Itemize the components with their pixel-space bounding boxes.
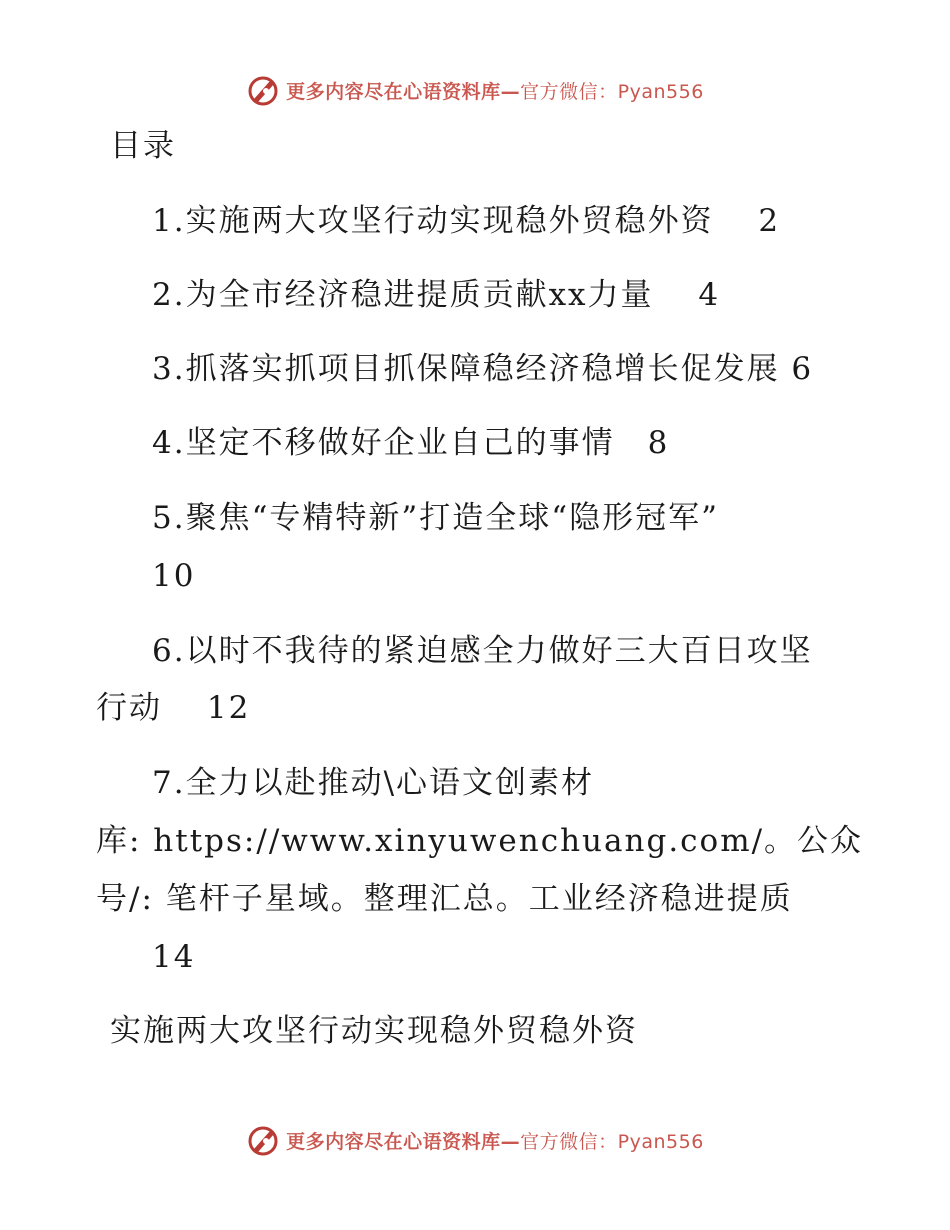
toc-item-6[interactable]: 6.以时不我待的紧迫感全力做好三大百日攻坚 xyxy=(152,633,813,669)
toc-item-7-cont-2[interactable]: 号/: 笔杆子星域。整理汇总。工业经济稳进提质 xyxy=(96,881,793,917)
toc-title: 目录 xyxy=(110,128,176,164)
toc-item-4[interactable]: 4.坚定不移做好企业自己的事情 8 xyxy=(152,425,670,461)
toc-item-5[interactable]: 5.聚焦“专精特新”打造全球“隐形冠军” xyxy=(152,500,719,536)
banner-text: 更多内容尽在心语资料库—官方微信：Pyan556 xyxy=(286,1130,704,1153)
pen-logo-icon xyxy=(246,1123,280,1157)
section-heading: 实施两大攻坚行动实现稳外贸稳外资 xyxy=(110,1013,638,1049)
toc-item-6-cont[interactable]: 行动 12 xyxy=(96,690,251,726)
footer-banner xyxy=(0,1120,950,1160)
toc-item-3[interactable]: 3.抓落实抓项目抓保障稳经济稳增长促发展 6 xyxy=(152,351,814,387)
toc-item-5-page[interactable]: 10 xyxy=(152,558,196,594)
header-banner xyxy=(0,70,950,110)
toc-item-2[interactable]: 2.为全市经济稳进提质贡献xx力量 4 xyxy=(152,277,721,313)
toc-item-7-cont-1[interactable]: 库: https://www.xinyuwenchuang.com/。公众 xyxy=(96,823,864,859)
toc-item-1[interactable]: 1.实施两大攻坚行动实现稳外贸稳外资 2 xyxy=(152,203,781,239)
banner-text: 更多内容尽在心语资料库—官方微信：Pyan556 xyxy=(286,80,704,103)
pen-logo-icon xyxy=(246,73,280,107)
toc-item-7[interactable]: 7.全力以赴推动\心语文创素材 xyxy=(152,765,595,801)
toc-item-7-page[interactable]: 14 xyxy=(152,939,196,975)
